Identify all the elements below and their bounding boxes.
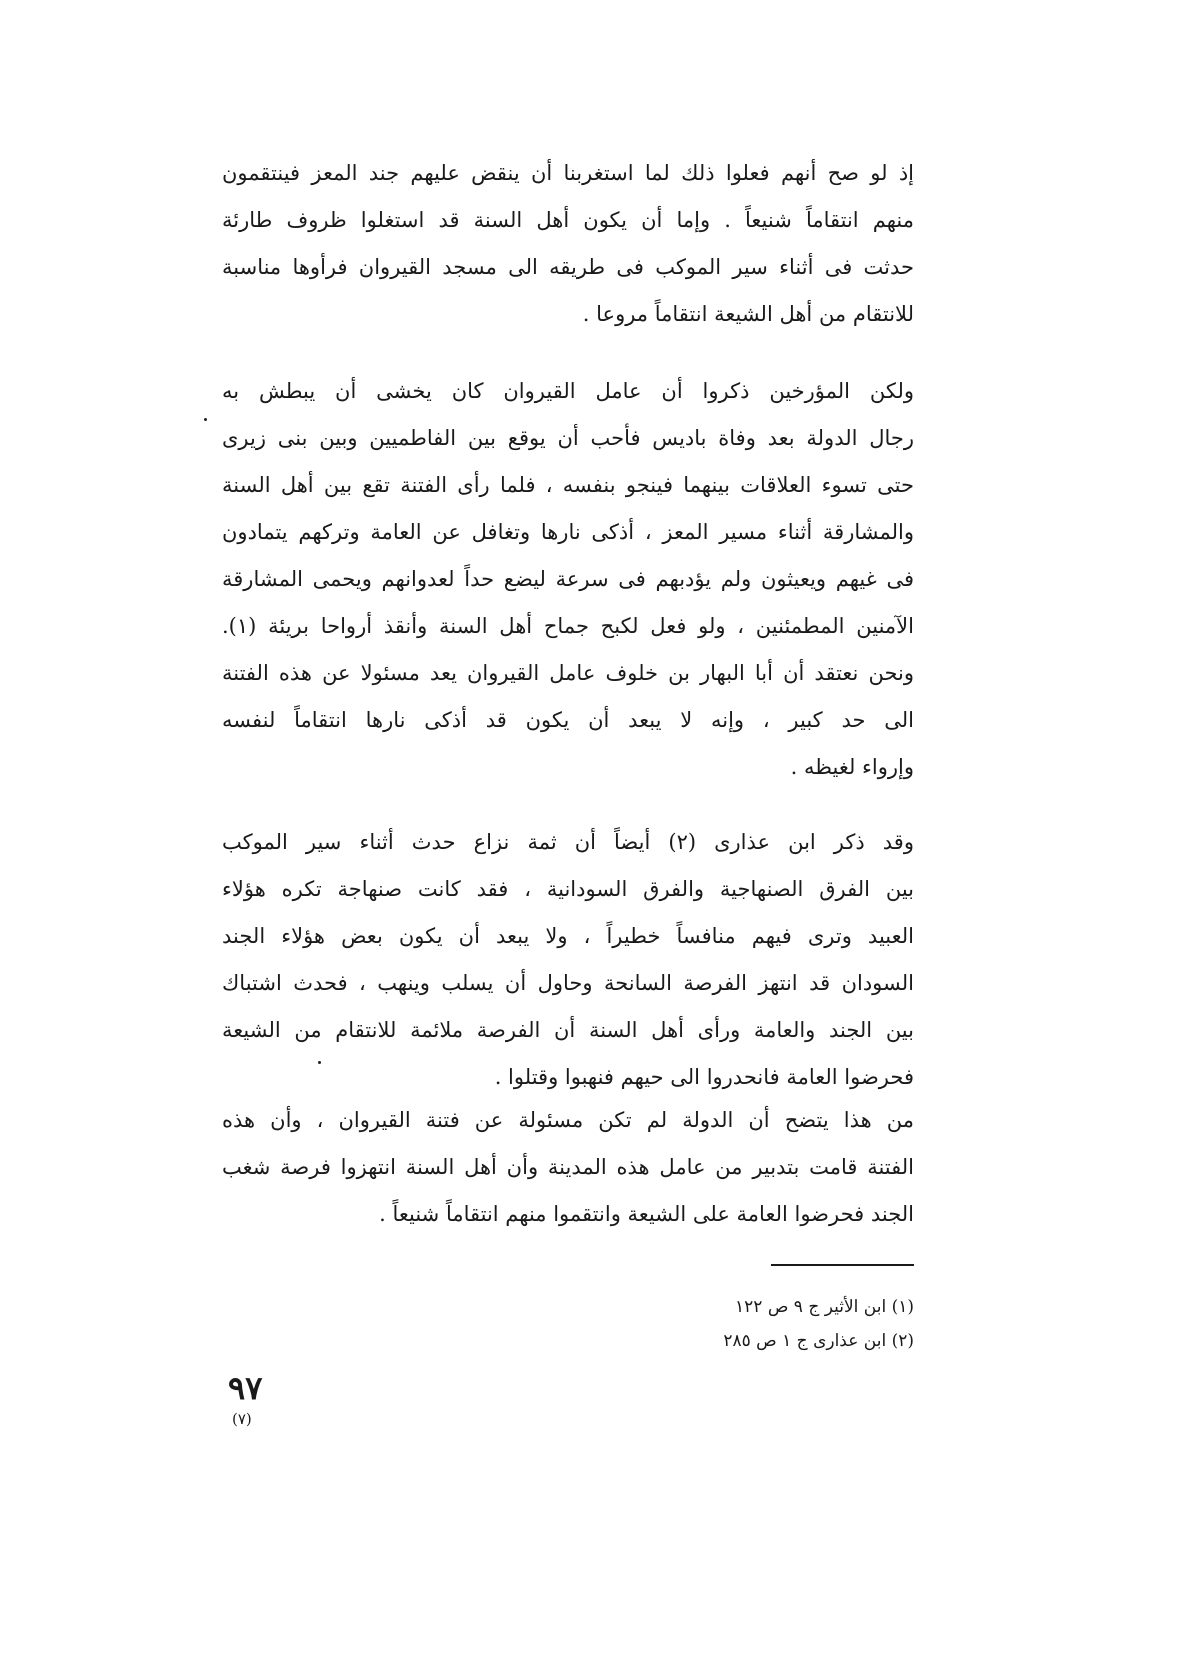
page-number: ٩٧ (228, 1369, 263, 1407)
text-line: الآمنين المطمئنين ، ولو فعل لكبح جماح أهل السنة وأنقذ أرواحا بريئة (١). (222, 614, 914, 638)
paragraph-3 (222, 819, 914, 1101)
text-line: العبيد وترى فيهم منافساً خطيراً ، ولا يبعد أن يكون بعض هؤلاء الجند (222, 924, 914, 948)
paragraph-4 (222, 1097, 914, 1238)
signature-mark: (٧) (232, 1410, 252, 1428)
footnote-divider (771, 1264, 914, 1266)
text-line: للانتقام من أهل الشيعة انتقاماً مروعا . (582, 302, 914, 326)
scan-speck (318, 1061, 321, 1064)
text-line: بين الجند والعامة ورأى أهل السنة أن الفرصة ملائمة للانتقام من الشيعة (222, 1018, 914, 1042)
footnote-1: (١) ابن الأثير ج ٩ ص ١٢٢ (735, 1297, 914, 1317)
text-line: حدثت فى أثناء سير الموكب فى طريقه الى مسجد القيروان فرأوها مناسبة (222, 255, 914, 279)
paragraph-2 (222, 368, 914, 791)
text-line: إذ لو صح أنهم فعلوا ذلك لما استغربنا أن ينقض عليهم جند المعز فينتقمون (222, 161, 914, 185)
text-line: الجند فحرضوا العامة على الشيعة وانتقموا منهم انتقاماً شنيعاً . (379, 1202, 914, 1226)
footnote-2: (٢) ابن عذارى ج ١ ص ٢٨٥ (723, 1331, 914, 1351)
text-line: الى حد كبير ، وإنه لا يبعد أن يكون قد أذكى نارها انتقاماً لنفسه (222, 708, 914, 732)
text-line: منهم انتقاماً شنيعاً . وإما أن يكون أهل السنة قد استغلوا ظروف طارئة (222, 208, 914, 232)
text-line: من هذا يتضح أن الدولة لم تكن مسئولة عن فتنة القيروان ، وأن هذه (222, 1108, 914, 1132)
text-line: ولكن المؤرخين ذكروا أن عامل القيروان كان يخشى أن يبطش به (222, 379, 914, 403)
scan-speck (204, 418, 207, 421)
text-line: حتى تسوء العلاقات بينهما فينجو بنفسه ، فلما رأى الفتنة تقع بين أهل السنة (222, 473, 914, 497)
text-line: رجال الدولة بعد وفاة باديس فأحب أن يوقع بين الفاطميين وبين بنى زيرى (222, 426, 914, 450)
text-line: ونحن نعتقد أن أبا البهار بن خلوف عامل القيروان يعد مسئولا عن هذه الفتنة (222, 661, 914, 685)
text-line: فحرضوا العامة فانحدروا الى حيهم فنهبوا وقتلوا . (494, 1065, 914, 1089)
paragraph-1 (222, 150, 914, 338)
text-line: بين الفرق الصنهاجية والفرق السودانية ، فقد كانت صنهاجة تكره هؤلاء (222, 877, 914, 901)
footnotes (600, 1290, 914, 1358)
text-line: وإرواء لغيظه . (790, 755, 914, 779)
text-line: وقد ذكر ابن عذارى (٢) أيضاً أن ثمة نزاع حدث أثناء سير الموكب (222, 830, 914, 854)
text-line: السودان قد انتهز الفرصة السانحة وحاول أن يسلب وينهب ، فحدث اشتباك (222, 971, 914, 995)
text-line: فى غيهم ويعيثون ولم يؤدبهم فى سرعة ليضع حداً لعدوانهم ويحمى المشارقة (222, 567, 914, 591)
text-line: الفتنة قامت بتدبير من عامل هذه المدينة وأن أهل السنة انتهزوا فرصة شغب (222, 1155, 914, 1179)
text-line: والمشارقة أثناء مسير المعز ، أذكى نارها وتغافل عن العامة وتركهم يتمادون (222, 520, 914, 544)
